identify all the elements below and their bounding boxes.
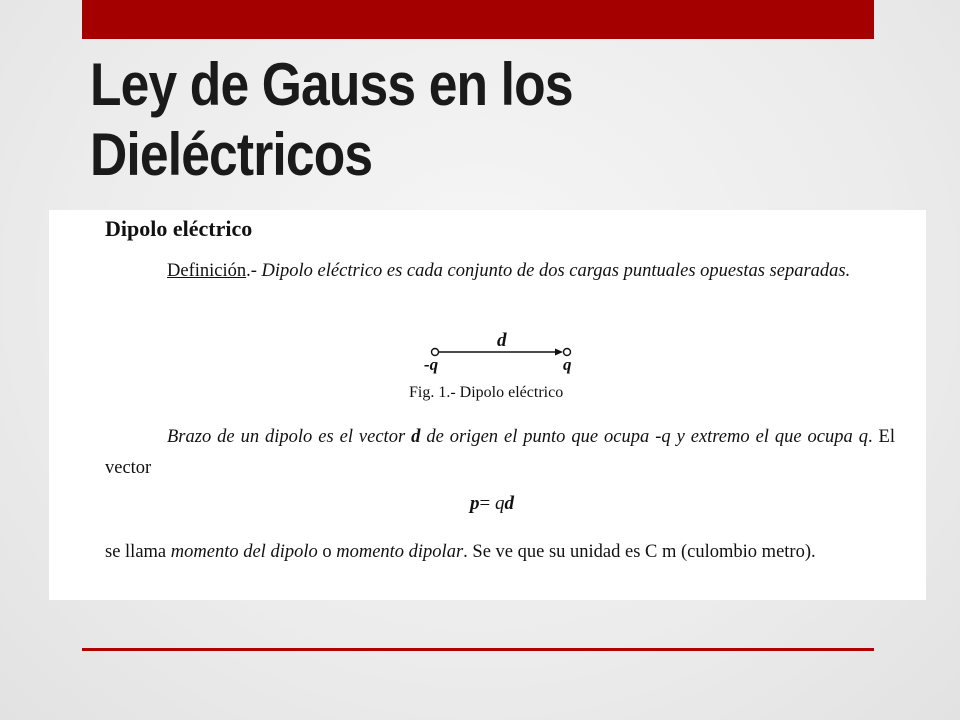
equation-equals: = — [479, 493, 495, 514]
negative-charge-label: -q — [424, 355, 439, 374]
arm-text-3: . El vector — [105, 427, 895, 478]
definition-separator: .- — [246, 261, 262, 281]
slide-title — [90, 50, 761, 190]
definition-text: Dipolo eléctrico es cada conjunto de dos cargas puntuales opuestas separadas. — [261, 261, 851, 281]
arm-paragraph — [105, 422, 895, 484]
bottom-accent-rule — [82, 648, 874, 651]
arrow-head-icon — [555, 349, 563, 356]
section-heading: Dipolo eléctrico — [105, 216, 253, 241]
moment-term-1: momento del dipolo — [170, 542, 318, 562]
moment-text-2: o — [317, 542, 337, 562]
arm-text-2: de origen el punto que ocupa -q y extremo el que ocupa — [420, 427, 859, 447]
moment-term-2: momento dipolar — [336, 542, 464, 562]
arm-q: q — [858, 427, 868, 447]
slide-title-line-2: Dieléctricos — [90, 121, 373, 188]
moment-text-1: se llama — [105, 542, 171, 562]
dipole-equation — [470, 493, 514, 515]
definition-paragraph — [105, 256, 895, 287]
figure-caption: Fig. 1.- Dipolo eléctrico — [409, 384, 564, 401]
slide-title-line-1: Ley de Gauss en los — [90, 51, 573, 118]
moment-text-3: . Se ve que su unidad es C m (culombio metro). — [463, 542, 816, 562]
equation-d: d — [504, 493, 514, 514]
arm-text-1: Brazo de un dipolo es el vector — [167, 427, 412, 447]
distance-label: d — [497, 330, 507, 351]
moment-paragraph — [105, 537, 895, 568]
document-image — [49, 210, 926, 600]
positive-charge-label: q — [563, 355, 572, 374]
arm-vector: d — [411, 427, 421, 447]
equation-q: q — [494, 493, 505, 514]
definition-label: Definición — [167, 261, 247, 281]
top-accent-bar — [82, 0, 874, 39]
equation-p: p — [470, 493, 480, 514]
